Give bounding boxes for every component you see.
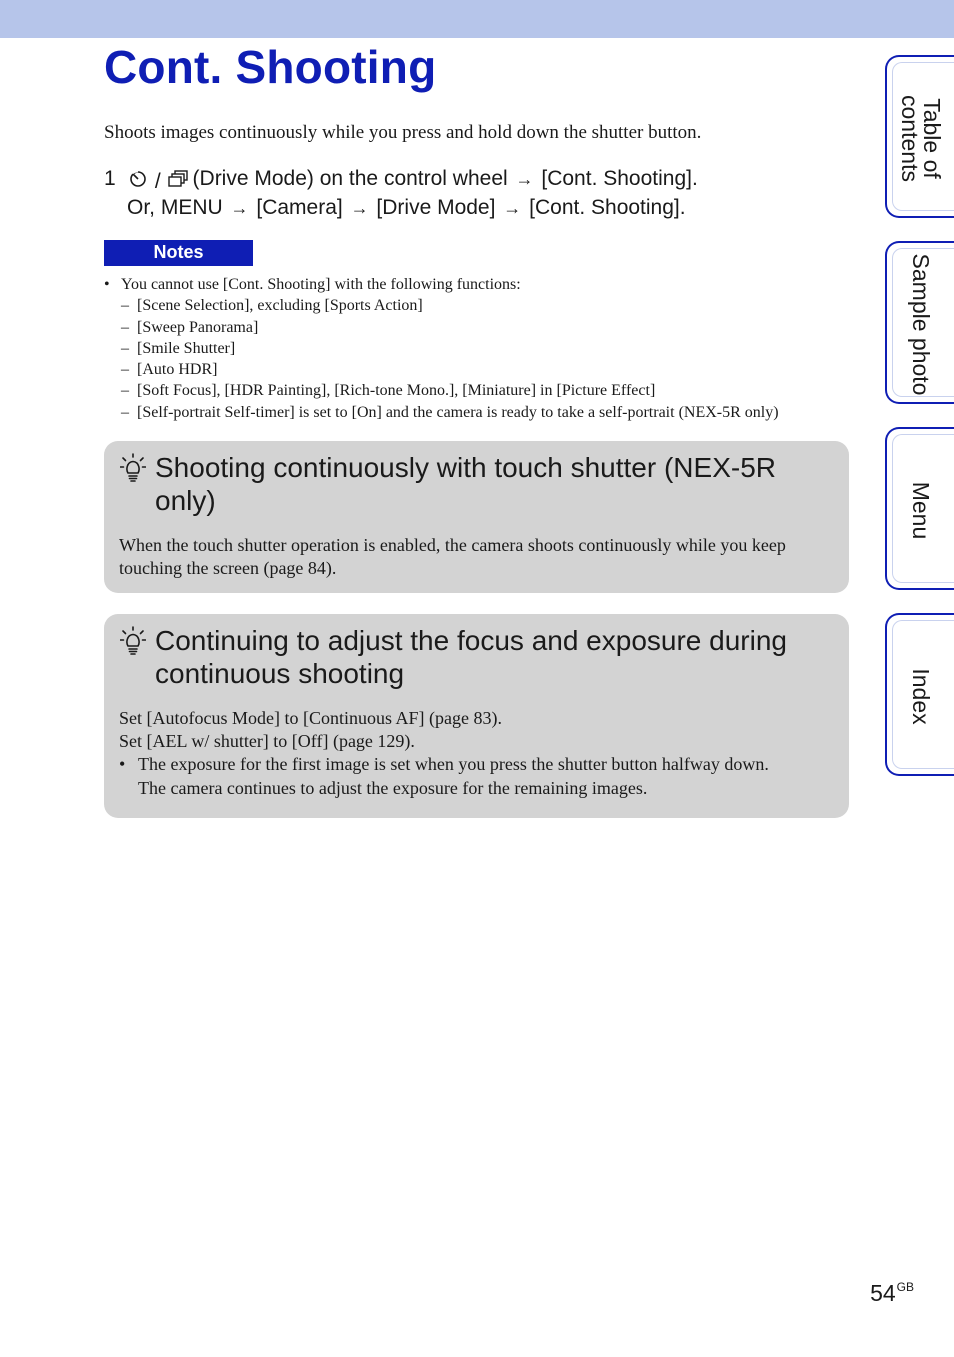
arrow-icon: → [230, 198, 249, 218]
hint-title: Continuing to adjust the focus and exposure during continuous shooting [155, 625, 787, 689]
list-item [104, 274, 844, 295]
hint-line: Set [Autofocus Mode] to [Continuous AF] (page 83). [119, 708, 502, 728]
tab-sample-photo[interactable] [885, 241, 954, 404]
page-number [870, 1280, 914, 1307]
step-line1-target: [Cont. Shooting]. [541, 167, 698, 190]
lightbulb-icon [120, 453, 146, 483]
bullet-mark: • [119, 754, 126, 775]
notes-intro: You cannot use [Cont. Shooting] with the following functions: [121, 276, 521, 293]
intro-text: Shoots images continuously while you press and hold down the shutter button. [104, 122, 702, 143]
list-item-text: [Self-portrait Self-timer] is set to [On] and the camera is ready to take a self-portrait (NEX-5R only) [137, 403, 779, 421]
list-item-text: [Smile Shutter] [137, 339, 236, 357]
list-item [104, 317, 844, 338]
bullet-mark: • [104, 276, 110, 293]
hint-box-touch-shutter [104, 441, 849, 593]
list-item-text: [Sweep Panorama] [137, 318, 259, 336]
hint-bullet [119, 753, 837, 799]
dash-mark: – [121, 318, 129, 336]
dash-mark: – [121, 403, 129, 421]
tab-label [887, 57, 954, 220]
hint-line: Set [AEL w/ shutter] to [Off] (page 129). [119, 731, 415, 752]
tab-label: Menu [908, 481, 935, 540]
arrow-icon: → [503, 198, 522, 218]
icon-separator: / [154, 170, 161, 193]
tab-label: Sample photo [908, 253, 935, 396]
menu-path-part: Or, MENU [127, 196, 223, 219]
notes-badge: Notes [104, 240, 253, 266]
list-item [104, 380, 844, 401]
arrow-icon: → [515, 169, 534, 189]
header-band [0, 0, 954, 38]
tab-label-line: contents [897, 95, 924, 182]
list-item [104, 402, 844, 423]
self-timer-icon [127, 168, 149, 188]
drive-mode-icons [127, 167, 189, 196]
continuous-shooting-icon [167, 168, 189, 188]
notes-list [104, 274, 844, 423]
step-line-1 [127, 164, 698, 196]
list-item-text: [Scene Selection], excluding [Sports Action] [137, 297, 423, 315]
lightbulb-icon [120, 626, 146, 656]
dash-mark: – [121, 361, 129, 379]
arrow-icon: → [350, 198, 369, 218]
tab-menu[interactable] [885, 427, 954, 590]
step-number: 1 [104, 167, 116, 190]
hint-body: When the touch shutter operation is enabled, the camera shoots continuously while you keep touching the screen (page 84). [119, 535, 786, 579]
hint-bullet-line: The exposure for the first image is set when you press the shutter button halfway down. [138, 754, 769, 775]
step-line-2 [127, 193, 686, 223]
menu-path-part: [Drive Mode] [376, 196, 496, 219]
list-item [104, 359, 844, 380]
hint-body [119, 707, 837, 800]
dash-mark: – [121, 339, 129, 357]
hint-box-continuous-af [104, 614, 849, 818]
page-title: Cont. Shooting [104, 41, 437, 93]
page-number-suffix: GB [896, 1280, 914, 1294]
tab-label-line: Table of [919, 98, 946, 179]
hint-bullet-line: The camera continues to adjust the exposure for the remaining images. [138, 777, 648, 798]
list-item [104, 338, 844, 359]
menu-path-part: [Cont. Shooting]. [529, 196, 686, 219]
menu-path-part: [Camera] [256, 196, 343, 219]
list-item [104, 295, 844, 316]
dash-mark: – [121, 382, 129, 400]
list-item-text: [Soft Focus], [HDR Painting], [Rich-tone Mono.], [Miniature] in [Picture Effect] [137, 382, 656, 400]
step-line1-text: (Drive Mode) on the control wheel [192, 167, 508, 190]
dash-mark: – [121, 297, 129, 315]
list-item-text: [Auto HDR] [137, 361, 218, 379]
tab-index[interactable] [885, 613, 954, 776]
page-number-value: 54 [870, 1280, 896, 1306]
hint-title: Shooting continuously with touch shutter (NEX-5R only) [155, 452, 776, 516]
tab-table-of-contents[interactable] [885, 55, 954, 218]
tab-label: Index [908, 668, 935, 725]
